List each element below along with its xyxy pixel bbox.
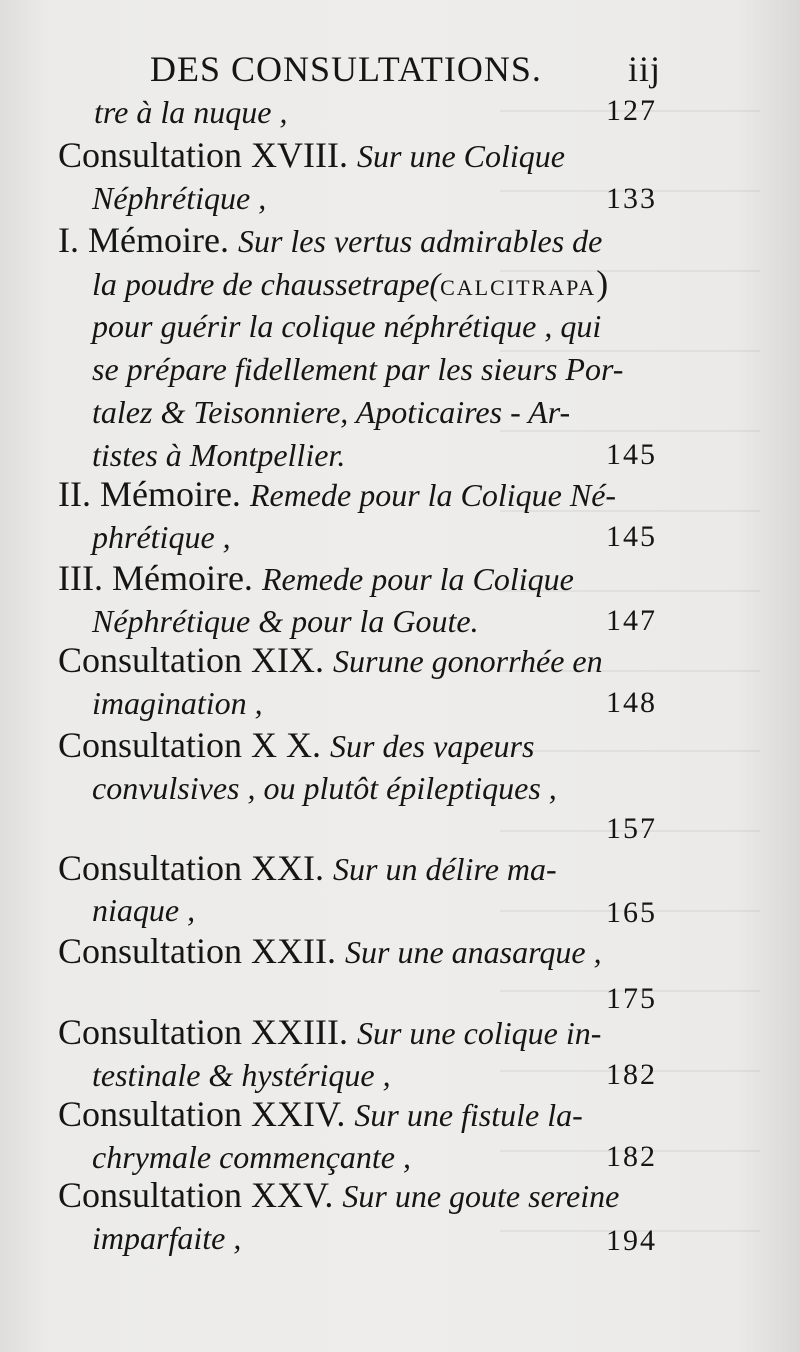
running-title: DES CONSULTATIONS.: [150, 49, 542, 89]
entry-label: II. Mémoire.: [58, 474, 241, 514]
page-number: 182: [606, 1058, 657, 1091]
entry-text-line: Néphrétique & pour la Goute.: [92, 603, 479, 639]
entry-heading: [58, 1094, 583, 1135]
entry-text-line: se prépare fidellement par les sieurs Por-: [92, 351, 624, 387]
page-number: 175: [606, 982, 657, 1015]
entry-heading: [58, 931, 602, 972]
entry-label: Consultation XXI.: [58, 848, 324, 888]
entry-heading: [58, 474, 616, 515]
entry-text-line: tre à la nuque ,: [94, 94, 288, 130]
entry-title: Sur une anasarque ,: [344, 934, 602, 970]
entry-title: Sur un délire ma-: [333, 851, 557, 887]
entry-label: I. Mémoire.: [58, 220, 229, 260]
folio-number: iij: [628, 49, 662, 89]
entry-text-line: imagination ,: [92, 685, 263, 721]
entry-heading: [58, 135, 565, 176]
entry-title: Sur les vertus admirables de: [237, 223, 603, 259]
entry-heading: [58, 725, 534, 766]
entry-title: Surune gonorrhée en: [333, 643, 603, 679]
page-number: 133: [606, 182, 657, 215]
entry-heading: [58, 220, 602, 261]
entry-heading: [58, 1012, 601, 1053]
page-number: 148: [606, 686, 657, 719]
entry-heading: [58, 1175, 619, 1216]
entry-title: Sur une goute sereine: [342, 1178, 620, 1214]
entry-heading: [58, 558, 574, 599]
page-number: 127: [606, 94, 657, 127]
entry-title: Remede pour la Colique: [261, 561, 574, 597]
entry-title: Sur une colique in-: [356, 1015, 602, 1051]
entry-text-line: [92, 263, 608, 308]
entry-title: Remede pour la Colique Né-: [249, 477, 617, 513]
page-number: 194: [606, 1224, 657, 1257]
entry-label: Consultation: [58, 135, 243, 175]
page-number: 145: [606, 520, 657, 553]
entry-text-line: imparfaite ,: [92, 1220, 242, 1256]
entry-title: Sur des vapeurs: [330, 728, 535, 764]
entry-text: la poudre de chaussetrape(: [92, 266, 441, 302]
running-header: [150, 48, 662, 90]
entry-text-line: talez & Teisonniere, Apoticaires - Ar-: [92, 394, 571, 430]
entry-text-line: tistes à Montpellier.: [92, 437, 346, 473]
entry-heading: [58, 640, 603, 681]
entry-text-line: convulsives , ou plutôt épileptiques ,: [92, 770, 557, 806]
entry-label: Consultation XXIII.: [58, 1012, 348, 1052]
page-number: 165: [606, 896, 657, 929]
entry-numeral: XVIII.: [251, 135, 348, 175]
entry-small-caps: CALCITRAPA: [440, 275, 597, 300]
entry-label: Consultation XXII.: [58, 931, 336, 971]
page-number: 182: [606, 1140, 657, 1173]
page-number: 157: [606, 812, 657, 845]
entry-text-line: chrymale commençante ,: [92, 1139, 411, 1175]
entry-title: Sur une fistule la-: [354, 1097, 583, 1133]
entry-text-line: Néphrétique ,: [92, 180, 267, 216]
entry-paren: ): [596, 263, 609, 303]
entry-title: Sur une Colique: [356, 138, 565, 174]
entry-text-line: phrétique ,: [92, 519, 231, 555]
entry-text-line: testinale & hystérique ,: [92, 1057, 391, 1093]
entry-label: Consultation XXV.: [58, 1175, 334, 1215]
page-number: 145: [606, 438, 657, 471]
entry-label: Consultation XIX.: [58, 640, 324, 680]
entry-label: Consultation X X.: [58, 725, 322, 765]
page-number: 147: [606, 604, 657, 637]
entry-label: III. Mémoire.: [58, 558, 253, 598]
entry-heading: [58, 848, 557, 889]
entry-text-line: niaque ,: [92, 892, 196, 928]
entry-text-line: pour guérir la colique néphrétique , qui: [92, 308, 602, 344]
entry-label: Consultation XXIV.: [58, 1094, 346, 1134]
